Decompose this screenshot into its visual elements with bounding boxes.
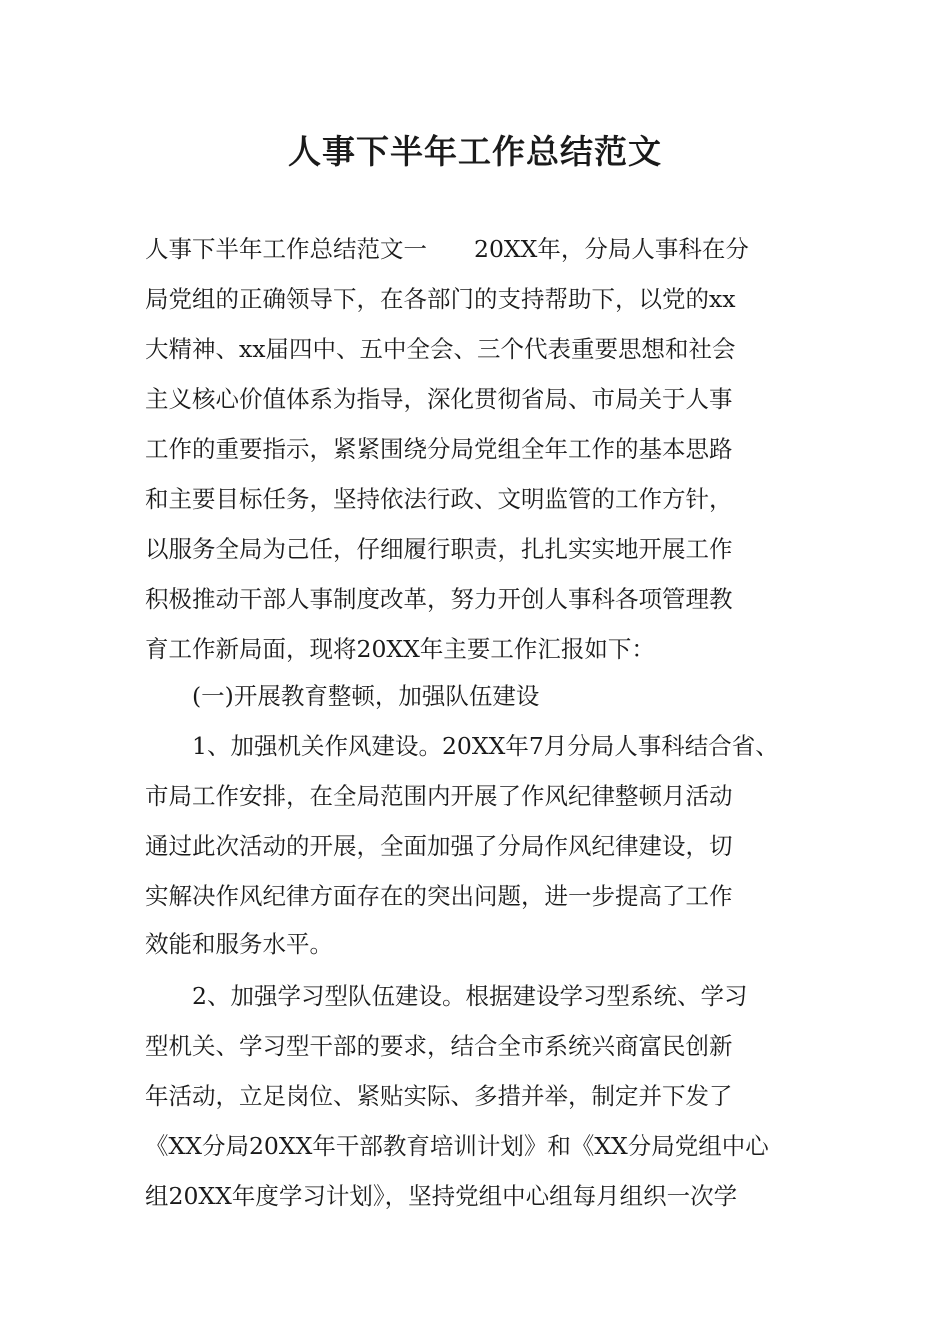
body-line: 型机关、学习型干部的要求，结合全市系统兴商富民创新 bbox=[145, 1032, 733, 1060]
body-line: 市局工作安排，在全局范围内开展了作风纪律整顿月活动 bbox=[145, 782, 733, 810]
body-line: 年活动，立足岗位、紧贴实际、多措并举，制定并下发了 bbox=[145, 1082, 733, 1110]
body-line: 大精神、xx届四中、五中全会、三个代表重要思想和社会 bbox=[145, 335, 736, 363]
body-line: 实解决作风纪律方面存在的突出问题，进一步提高了工作 bbox=[145, 882, 733, 910]
section-heading: (一)开展教育整顿，加强队伍建设 bbox=[145, 682, 540, 710]
body-line: 1、加强机关作风建设。20XX年7月分局人事科结合省、 bbox=[145, 732, 779, 760]
body-line: 积极推动干部人事制度改革，努力开创人事科各项管理教 bbox=[145, 585, 733, 613]
body-line: 和主要目标任务，坚持依法行政、文明监管的工作方针， bbox=[145, 485, 733, 513]
body-line: 以服务全局为己任，仔细履行职责，扎扎实实地开展工作 bbox=[145, 535, 733, 563]
body-line: 组20XX年度学习计划》，坚持党组中心组每月组织一次学 bbox=[145, 1182, 738, 1210]
body-line: 局党组的正确领导下，在各部门的支持帮助下，以党的xx bbox=[145, 285, 736, 313]
body-line: 工作的重要指示，紧紧围绕分局党组全年工作的基本思路 bbox=[145, 435, 733, 463]
body-line: 主义核心价值体系为指导，深化贯彻省局、市局关于人事 bbox=[145, 385, 733, 413]
document-title: 人事下半年工作总结范文 bbox=[288, 132, 662, 171]
body-line: 育工作新局面，现将20XX年主要工作汇报如下： bbox=[145, 635, 655, 663]
body-line: 效能和服务水平。 bbox=[145, 930, 333, 958]
body-line: 2、加强学习型队伍建设。根据建设学习型系统、学习 bbox=[145, 982, 748, 1010]
body-line: 通过此次活动的开展，全面加强了分局作风纪律建设，切 bbox=[145, 832, 733, 860]
body-line: 人事下半年工作总结范文一 20XX年，分局人事科在分 bbox=[145, 235, 749, 263]
body-line: 《XX分局20XX年干部教育培训计划》和《XX分局党组中心 bbox=[145, 1132, 769, 1160]
